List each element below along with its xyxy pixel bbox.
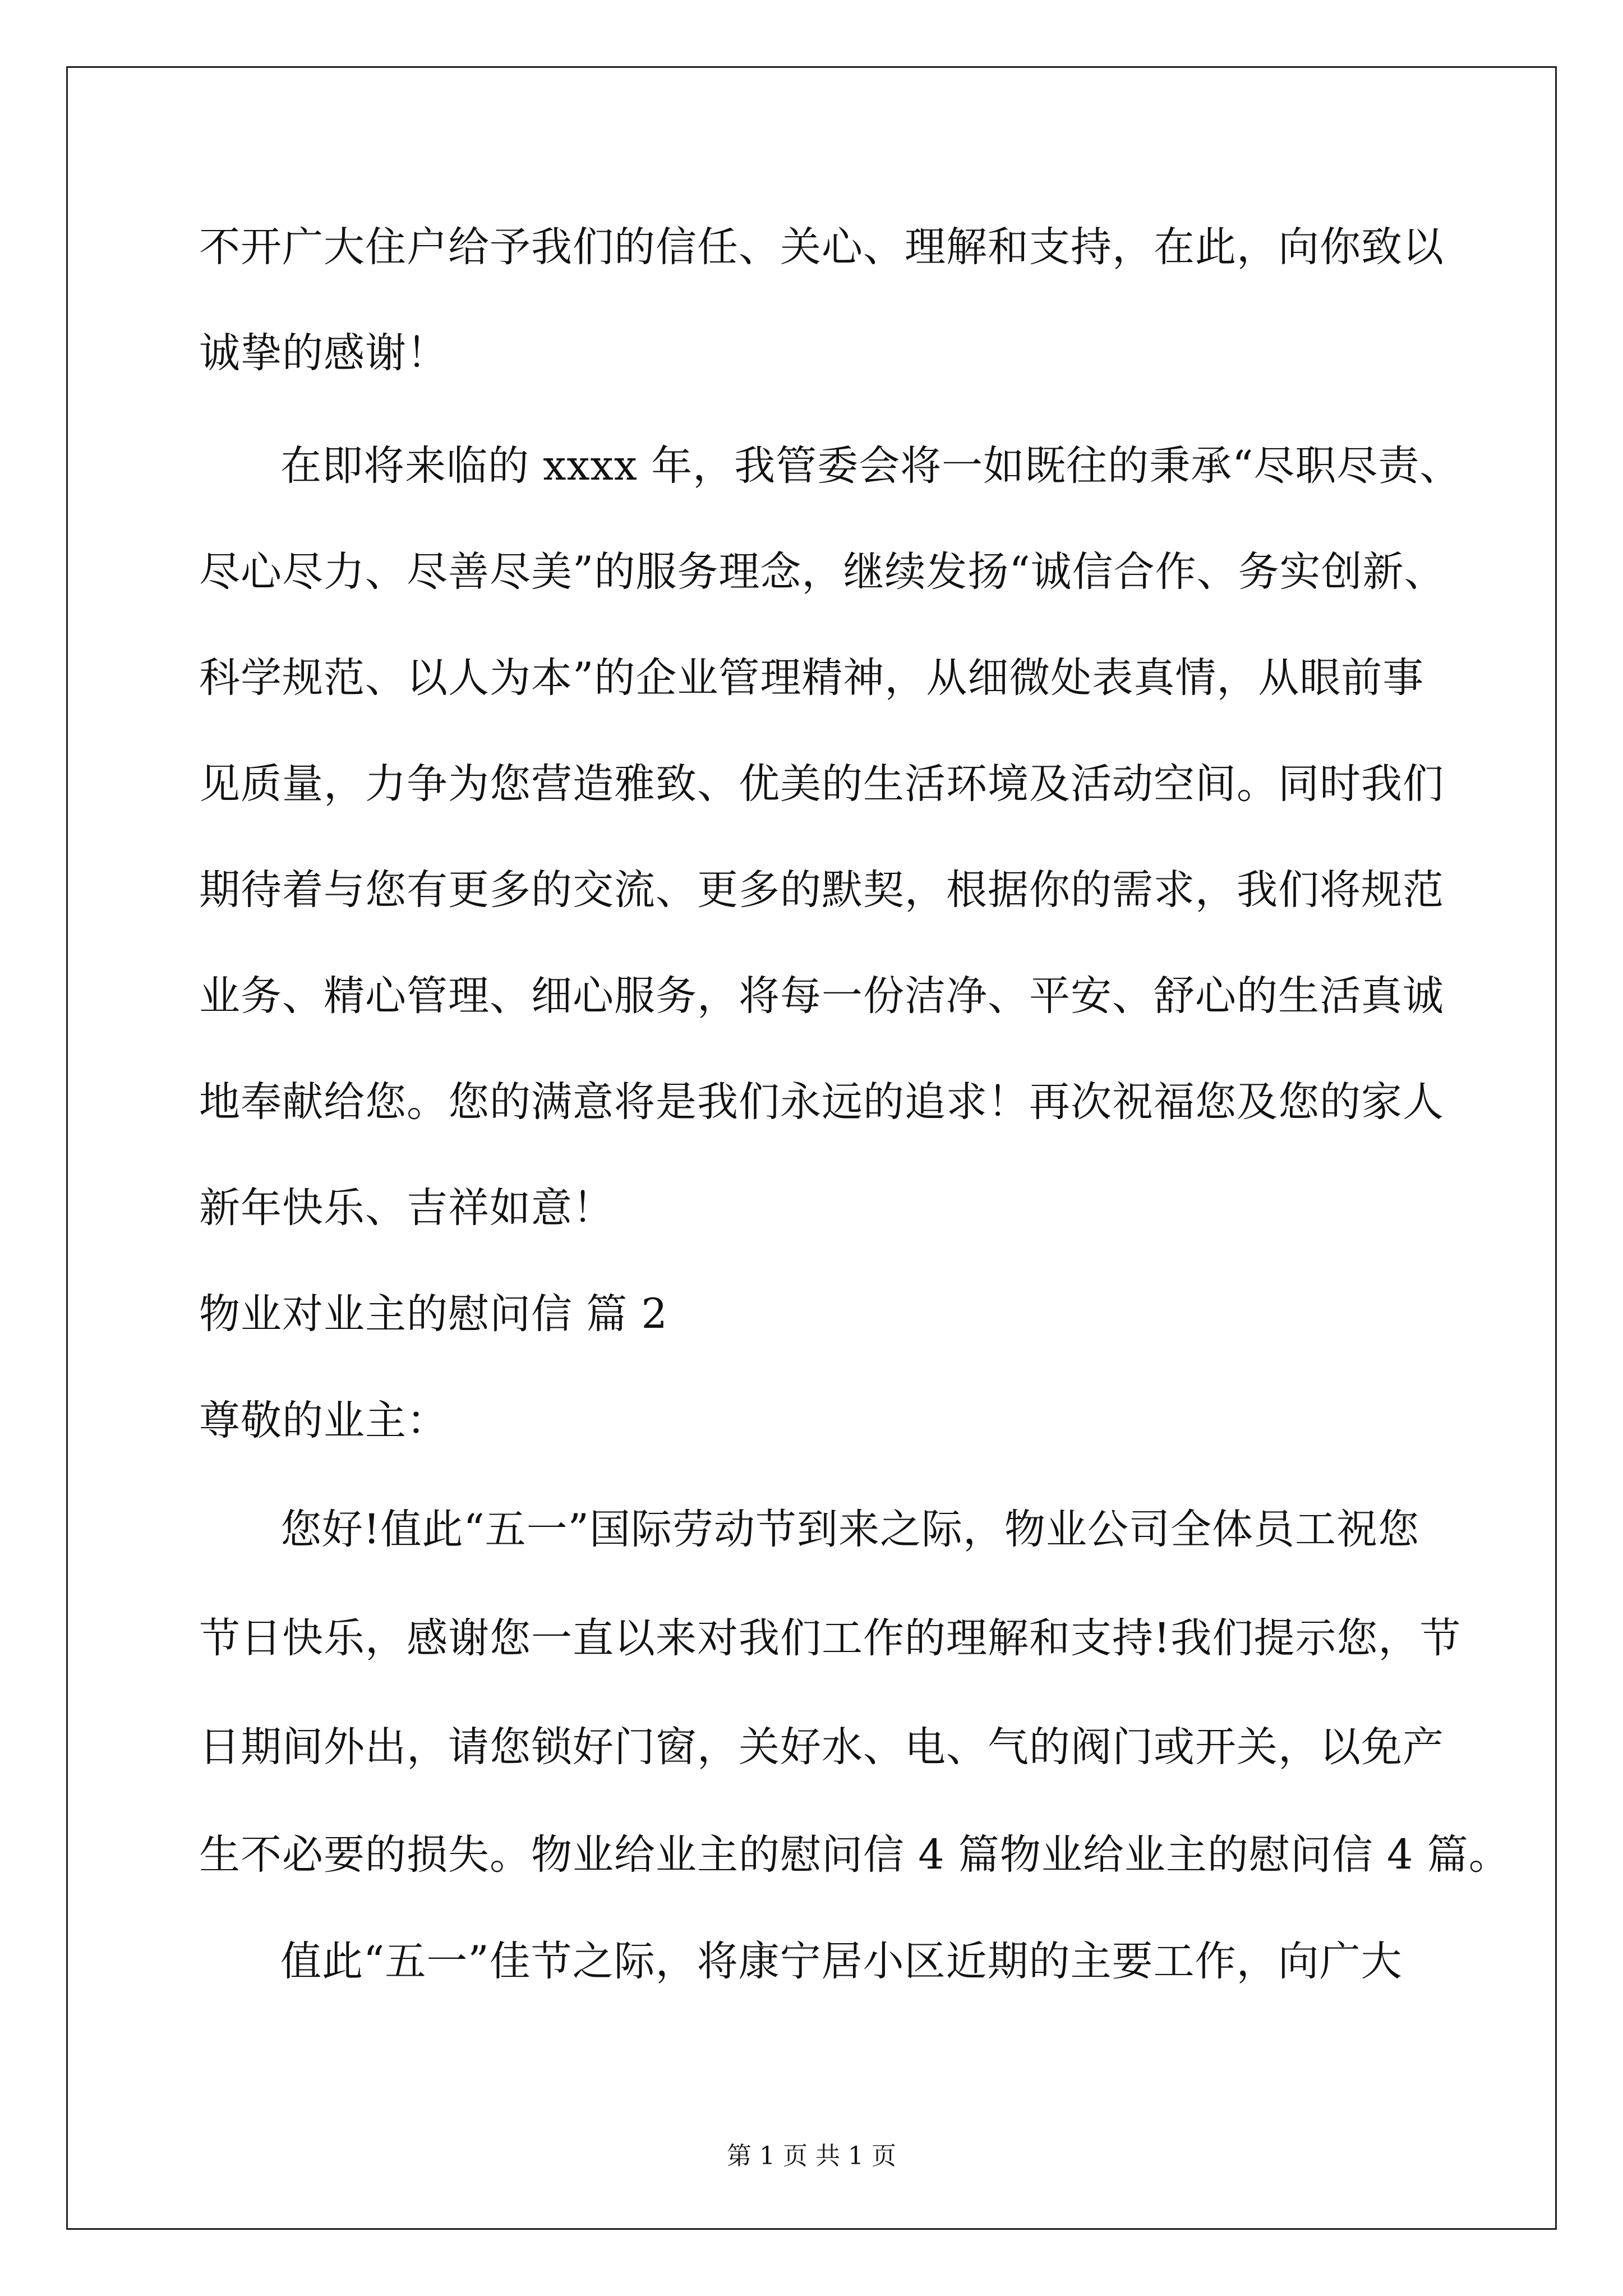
body-line-16: 生不必要的损失。物业给业主的慰问信 4 篇物业给业主的慰问信 4 篇。 <box>199 1831 1510 1879</box>
body-line-2: 诚挚的感谢！ <box>199 329 448 377</box>
body-line-14: 节日快乐，感谢您一直以来对我们工作的理解和支持!我们提示您，节 <box>199 1614 1461 1662</box>
body-line-8: 业务、精心管理、细心服务，将每一份洁净、平安、舒心的生活真诚 <box>199 972 1444 1020</box>
body-line-1: 不开广大住户给予我们的信任、关心、理解和支持，在此，向你致以 <box>199 223 1444 271</box>
body-line-15: 日期间外出，请您锁好门窗，关好水、电、气的阀门或开关，以免产 <box>199 1723 1444 1771</box>
body-line-17: 值此“五一”佳节之际，将康宁居小区近期的主要工作，向广大 <box>280 1938 1403 1985</box>
body-line-7: 期待着与您有更多的交流、更多的默契，根据你的需求，我们将规范 <box>199 866 1444 914</box>
body-line-3: 在即将来临的 xxxx 年，我管委会将一如既往的秉承“尽职尽责、 <box>280 442 1461 490</box>
page-border <box>66 66 1557 2230</box>
body-line-9: 地奉献给您。您的满意将是我们永远的追求！再次祝福您及您的家人 <box>199 1078 1444 1126</box>
salutation: 尊敬的业主： <box>199 1397 448 1444</box>
body-line-10: 新年快乐、吉祥如意！ <box>199 1184 614 1232</box>
page-footer: 第 1 页 共 1 页 <box>727 2142 896 2170</box>
body-line-13: 您好!值此“五一”国际劳动节到来之际，物业公司全体员工祝您 <box>280 1506 1419 1553</box>
section-heading: 物业对业主的慰问信 篇 2 <box>199 1290 668 1338</box>
body-line-5: 科学规范、以人为本”的企业管理精神，从细微处表真情，从眼前事 <box>199 654 1424 702</box>
body-line-4: 尽心尽力、尽善尽美”的服务理念，继续发扬“诚信合作、务实创新、 <box>199 548 1446 596</box>
body-line-6: 见质量，力争为您营造雅致、优美的生活环境及活动空间。同时我们 <box>199 760 1444 808</box>
